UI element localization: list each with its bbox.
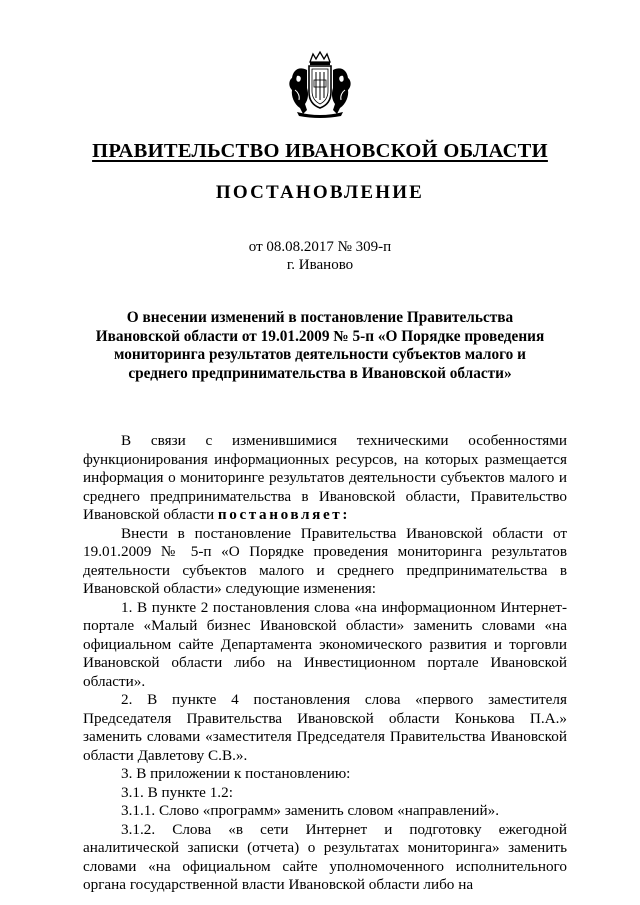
document-type: ПОСТАНОВЛЕНИЕ (215, 182, 425, 203)
body-paragraph: 2. В пункте 4 постановления слова «первого заместителя Председателя Правительства Ивановской области Конькова П.А.» заменить словами «заместителя Председателя Правительства Ивановской области Давлетову С.В.». (83, 691, 567, 764)
coat-of-arms-icon (283, 50, 357, 118)
government-title: ПРАВИТЕЛЬСТВО ИВАНОВСКОЙ ОБЛАСТИ (92, 140, 548, 162)
city: г. Иваново (286, 257, 354, 273)
body-paragraph: 3.1. В пункте 1.2: (121, 783, 233, 801)
body-paragraph: 3. В приложении к постановлению: (121, 765, 351, 782)
date-number: от 08.08.2017 № 309-п (248, 239, 392, 255)
document-body (83, 432, 567, 895)
body-paragraph: 3.1.1. Слово «программ» заменить словом «направлений». (121, 802, 500, 819)
document-subject: О внесении изменений в постановление Правительства Ивановской области от 19.01.2009 № 5-п «О Порядке проведения мониторинга результатов деятельности субъектов малого и среднего предпринимательства в Ивановской области» (95, 309, 545, 382)
intro-text: В связи с изменившимися техническими особенностями функционирования информационных ресурсов, на которых размещается информация о мониторинге результатов деятельности субъектов малого и среднего предпринимательства в Ивановской области, Правительство Ивановской области (83, 432, 567, 523)
body-paragraph: 1. В пункте 2 постановления слова «на информационном Интернет-портале «Малый бизнес Ивановской области» заменить словами «на официальном сайте Департамента экономического развития и торговли Ивановской области либо на Инвестиционном портале Ивановской области». (83, 598, 567, 690)
body-paragraph: Внести в постановление Правительства Ивановской области от 19.01.2009 № 5-п «О Порядке проведения мониторинга результатов деятельности субъектов малого и среднего предпринимательства в Ивановской области» следующие изменения: (83, 524, 567, 597)
body-paragraph-intro (83, 432, 567, 525)
document-meta (0, 238, 640, 274)
body-paragraph: 3.1.2. Слова «в сети Интернет и подготовку ежегодной аналитической записки (отчета) о результатах мониторинга» заменить словами «на официальном сайте уполномоченного исполнительного органа государственной власти Ивановской области либо на (83, 820, 567, 893)
resolves-keyword: постановляет: (217, 506, 351, 523)
